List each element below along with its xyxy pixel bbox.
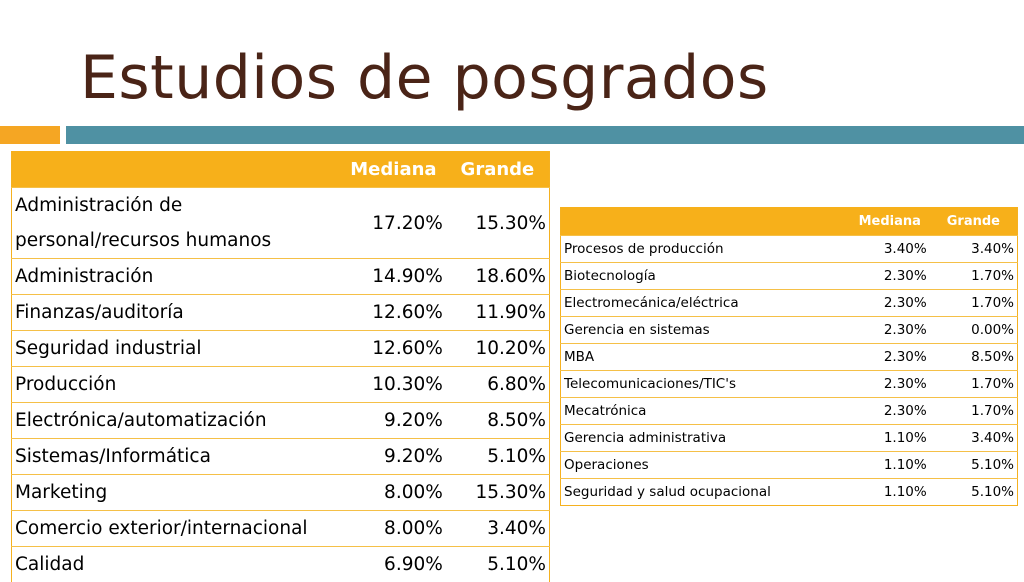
row-mediana: 8.00% bbox=[341, 511, 446, 547]
row-mediana: 14.90% bbox=[341, 259, 446, 295]
row-mediana: 2.30% bbox=[850, 263, 930, 290]
row-label: Marketing bbox=[12, 475, 342, 511]
row-grande: 3.40% bbox=[930, 236, 1018, 263]
row-mediana: 2.30% bbox=[850, 344, 930, 371]
row-mediana: 2.30% bbox=[850, 317, 930, 344]
row-grande: 1.70% bbox=[930, 398, 1018, 425]
accent-bar-blue bbox=[66, 126, 1024, 144]
row-label: Gerencia administrativa bbox=[561, 425, 850, 452]
row-label: Comercio exterior/internacional bbox=[12, 511, 342, 547]
table-header-row bbox=[12, 151, 550, 188]
header-grande: Grande bbox=[446, 151, 550, 188]
row-label: Electromecánica/eléctrica bbox=[561, 290, 850, 317]
table-row bbox=[561, 236, 1018, 263]
row-grande: 5.10% bbox=[930, 452, 1018, 479]
row-label: Telecomunicaciones/TIC's bbox=[561, 371, 850, 398]
row-grande: 5.10% bbox=[930, 479, 1018, 506]
row-label: Procesos de producción bbox=[561, 236, 850, 263]
table-row bbox=[12, 259, 550, 295]
table-row bbox=[561, 479, 1018, 506]
row-label: Calidad bbox=[12, 547, 342, 582]
row-mediana: 2.30% bbox=[850, 290, 930, 317]
row-grande: 0.00% bbox=[930, 317, 1018, 344]
row-mediana: 3.40% bbox=[850, 236, 930, 263]
row-label: Electrónica/automatización bbox=[12, 403, 342, 439]
row-grande: 8.50% bbox=[930, 344, 1018, 371]
slide-title: Estudios de posgrados bbox=[80, 48, 769, 108]
row-grande: 15.30% bbox=[446, 475, 550, 511]
row-grande: 3.40% bbox=[446, 511, 550, 547]
row-mediana: 2.30% bbox=[850, 398, 930, 425]
table-row bbox=[12, 511, 550, 547]
table-row bbox=[561, 290, 1018, 317]
table-row bbox=[561, 425, 1018, 452]
row-mediana: 9.20% bbox=[341, 439, 446, 475]
header-cell-blank bbox=[561, 207, 850, 236]
table-row bbox=[12, 331, 550, 367]
row-label: Finanzas/auditoría bbox=[12, 295, 342, 331]
row-mediana: 1.10% bbox=[850, 479, 930, 506]
table-row bbox=[12, 547, 550, 582]
row-grande: 8.50% bbox=[446, 403, 550, 439]
row-grande: 3.40% bbox=[930, 425, 1018, 452]
row-mediana: 6.90% bbox=[341, 547, 446, 582]
table-row bbox=[12, 188, 550, 259]
row-label: MBA bbox=[561, 344, 850, 371]
table-row bbox=[561, 344, 1018, 371]
row-label: Operaciones bbox=[561, 452, 850, 479]
header-cell-blank bbox=[12, 151, 342, 188]
table-row bbox=[12, 403, 550, 439]
row-grande: 15.30% bbox=[446, 188, 550, 259]
row-label: Administración de personal/recursos humanos bbox=[12, 188, 342, 259]
row-grande: 1.70% bbox=[930, 290, 1018, 317]
row-label: Producción bbox=[12, 367, 342, 403]
row-mediana: 12.60% bbox=[341, 331, 446, 367]
header-grande: Grande bbox=[930, 207, 1018, 236]
row-mediana: 8.00% bbox=[341, 475, 446, 511]
row-label: Gerencia en sistemas bbox=[561, 317, 850, 344]
row-mediana: 12.60% bbox=[341, 295, 446, 331]
row-mediana: 10.30% bbox=[341, 367, 446, 403]
row-label: Mecatrónica bbox=[561, 398, 850, 425]
table-row bbox=[561, 371, 1018, 398]
row-label: Seguridad y salud ocupacional bbox=[561, 479, 850, 506]
table-row bbox=[12, 439, 550, 475]
row-label: Seguridad industrial bbox=[12, 331, 342, 367]
table-row bbox=[561, 263, 1018, 290]
row-grande: 6.80% bbox=[446, 367, 550, 403]
table-row bbox=[561, 452, 1018, 479]
row-label: Administración bbox=[12, 259, 342, 295]
row-mediana: 2.30% bbox=[850, 371, 930, 398]
header-mediana: Mediana bbox=[341, 151, 446, 188]
row-grande: 11.90% bbox=[446, 295, 550, 331]
main-postgrad-table bbox=[11, 151, 550, 582]
row-grande: 10.20% bbox=[446, 331, 550, 367]
table-row bbox=[561, 317, 1018, 344]
table-row bbox=[12, 295, 550, 331]
row-mediana: 1.10% bbox=[850, 452, 930, 479]
secondary-postgrad-table bbox=[560, 207, 1018, 506]
row-mediana: 9.20% bbox=[341, 403, 446, 439]
accent-bar-orange bbox=[0, 126, 60, 144]
table-row bbox=[561, 398, 1018, 425]
table-row bbox=[12, 367, 550, 403]
table-row bbox=[12, 475, 550, 511]
row-grande: 18.60% bbox=[446, 259, 550, 295]
row-mediana: 1.10% bbox=[850, 425, 930, 452]
row-label: Biotecnología bbox=[561, 263, 850, 290]
row-mediana: 17.20% bbox=[341, 188, 446, 259]
row-grande: 5.10% bbox=[446, 439, 550, 475]
row-grande: 1.70% bbox=[930, 371, 1018, 398]
table-header-row bbox=[561, 207, 1018, 236]
row-label: Sistemas/Informática bbox=[12, 439, 342, 475]
row-grande: 5.10% bbox=[446, 547, 550, 582]
header-mediana: Mediana bbox=[850, 207, 930, 236]
row-grande: 1.70% bbox=[930, 263, 1018, 290]
